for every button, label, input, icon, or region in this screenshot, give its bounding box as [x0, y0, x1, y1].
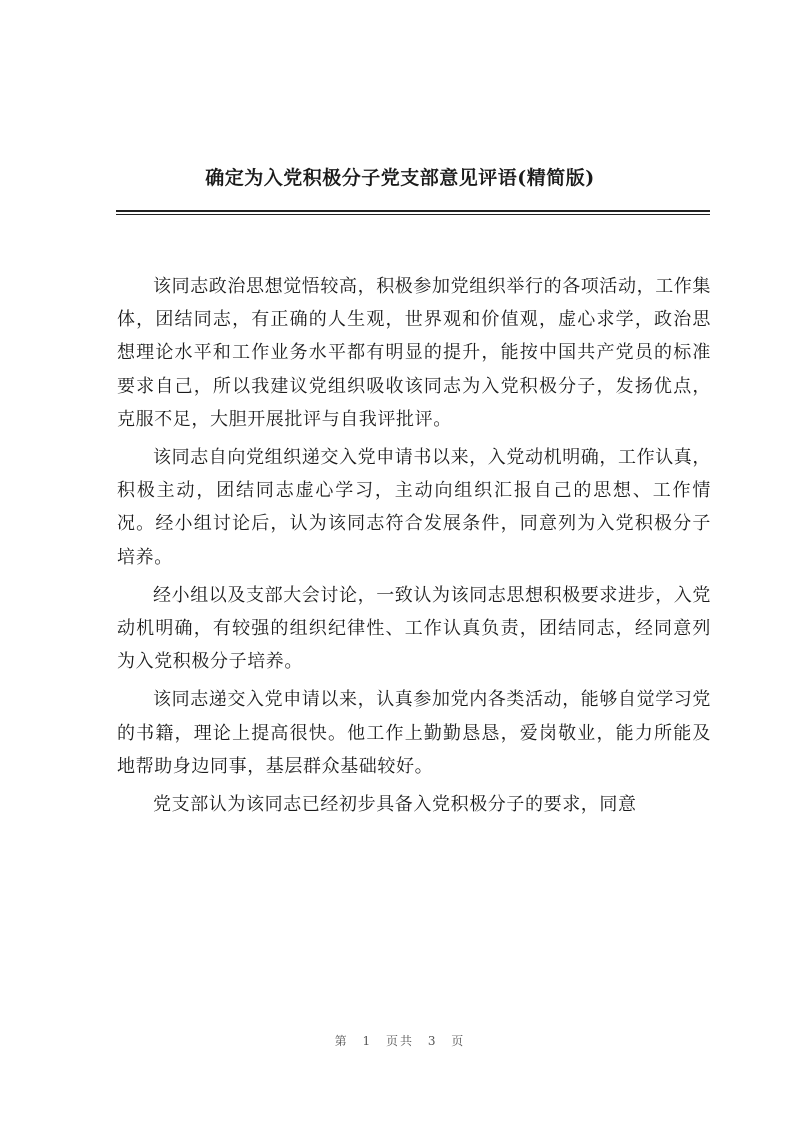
footer-middle: 页共 [385, 1034, 414, 1048]
paragraph-3: 经小组以及支部大会讨论，一致认为该同志思想积极要求进步，入党动机明确，有较强的组织纪律性、工作认真负责，团结同志，经同意列为入党积极分子培养。 [117, 584, 711, 673]
paragraph-1: 该同志政治思想觉悟较高，积极参加党组织举行的各项活动，工作集体，团结同志，有正确的人生观，世界观和价值观，虚心求学，政治思想理论水平和工作业务水平都有明显的提升，能按中国共产党员的标准要求自己，所以我建议党组织吸收该同志为入党积极分子，发扬优点，克服不足，大胆开展批评与自我评批评。 [117, 276, 711, 430]
page-footer [0, 1032, 800, 1049]
document-title: 确定为入党积极分子党支部意见评语(精简版) [205, 167, 595, 189]
paragraph-5: 党支部认为该同志已经初步具备入党积极分子的要求，同意 [153, 794, 637, 816]
footer-prefix: 第 [334, 1034, 349, 1048]
footer-suffix: 页 [451, 1034, 466, 1048]
document-body [117, 270, 711, 826]
title-divider [116, 210, 710, 212]
footer-total-pages: 3 [427, 1034, 438, 1048]
paragraph-2: 该同志自向党组织递交入党申请书以来，入党动机明确，工作认真，积极主动，团结同志虚心学习，主动向组织汇报自己的思想、工作情况。经小组讨论后，认为该同志符合发展条件，同意列为入党积极分子培养。 [117, 447, 711, 568]
title-divider-thin [116, 214, 710, 215]
paragraph-4: 该同志递交入党申请以来，认真参加党内各类活动，能够自觉学习党的书籍，理论上提高很快。他工作上勤勤恳恳，爱岗敬业，能力所能及地帮助身边同事，基层群众基础较好。 [117, 689, 711, 777]
footer-page-number: 1 [362, 1034, 373, 1048]
